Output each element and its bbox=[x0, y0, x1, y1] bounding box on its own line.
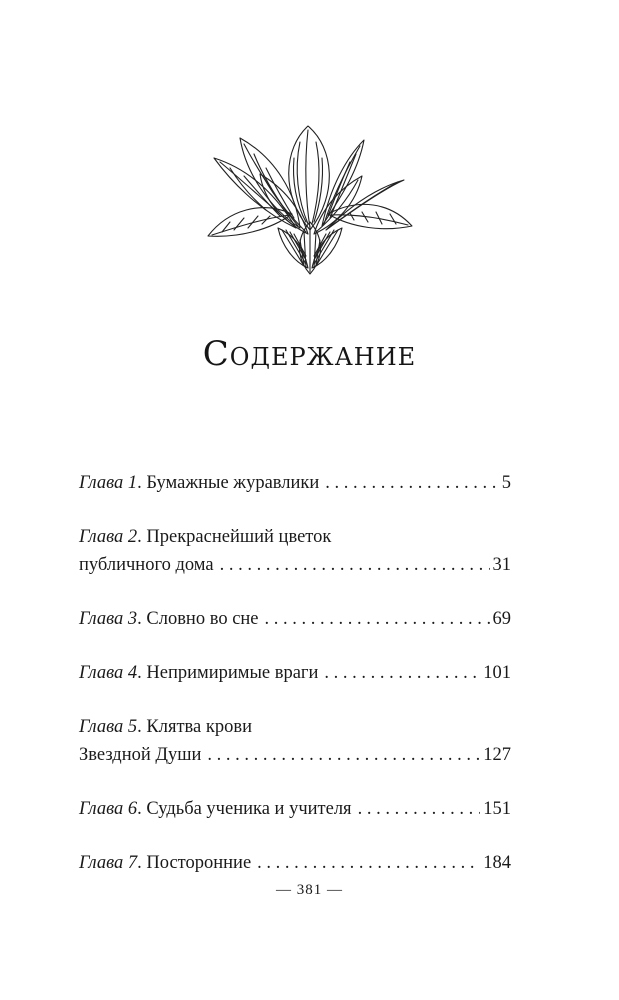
toc-line bbox=[79, 523, 511, 551]
chapter-label: Глава 6 bbox=[79, 799, 138, 819]
chapter-title: Судьба ученика и учителя bbox=[146, 799, 352, 819]
table-of-contents bbox=[79, 469, 511, 903]
chapter-title: Прекраснейший цветок bbox=[146, 527, 332, 547]
chapter-title: Посторонние bbox=[146, 853, 252, 873]
chapter-title: Непримиримые враги bbox=[146, 663, 319, 683]
chapter-heading: Глава 6. Судьба ученика и учителя bbox=[79, 799, 352, 819]
chapter-heading: Глава 3. Словно во сне bbox=[79, 609, 259, 629]
toc-line bbox=[79, 849, 511, 877]
dot-leader bbox=[220, 551, 490, 579]
toc-line bbox=[79, 605, 511, 633]
chapter-label: Глава 1 bbox=[79, 473, 138, 493]
page-number: 69 bbox=[492, 609, 511, 629]
toc-line bbox=[79, 713, 511, 741]
toc-entry-chapter-6[interactable] bbox=[79, 795, 511, 823]
page-number: 5 bbox=[501, 473, 511, 493]
toc-entry-chapter-4[interactable] bbox=[79, 659, 511, 687]
toc-line bbox=[79, 741, 511, 769]
chapter-title-continued: публичного дома bbox=[79, 555, 214, 575]
chapter-heading: Глава 2. Прекраснейший цветок bbox=[79, 527, 332, 547]
toc-entry-chapter-2[interactable] bbox=[79, 523, 511, 579]
page-number: 31 bbox=[492, 555, 511, 575]
dot-leader bbox=[358, 795, 481, 823]
dot-leader bbox=[324, 659, 480, 687]
toc-entry-chapter-5[interactable] bbox=[79, 713, 511, 769]
chapter-heading: Глава 1. Бумажные журавлики bbox=[79, 473, 320, 493]
chapter-label: Глава 5 bbox=[79, 717, 138, 737]
page-number: 127 bbox=[483, 745, 511, 765]
chapter-heading: Глава 4. Непримиримые враги bbox=[79, 663, 319, 683]
page-number: 184 bbox=[483, 853, 511, 873]
chapter-label: Глава 3 bbox=[79, 609, 138, 629]
toc-line bbox=[79, 469, 511, 497]
chapter-title: Бумажные журавлики bbox=[146, 473, 320, 493]
dot-leader bbox=[325, 469, 498, 497]
chapter-title: Клятва крови bbox=[146, 717, 252, 737]
page-title: Содержание bbox=[202, 334, 417, 374]
toc-line bbox=[79, 795, 511, 823]
lotus-flower-icon bbox=[200, 118, 420, 278]
toc-line bbox=[79, 551, 511, 579]
chapter-label: Глава 4 bbox=[79, 663, 138, 683]
toc-line bbox=[79, 659, 511, 687]
chapter-label: Глава 7 bbox=[79, 853, 138, 873]
dot-leader bbox=[265, 605, 490, 633]
toc-entry-chapter-3[interactable] bbox=[79, 605, 511, 633]
page-folio: — 381 — bbox=[276, 882, 343, 898]
chapter-title-continued: Звездной Души bbox=[79, 745, 202, 765]
dot-leader bbox=[207, 741, 480, 769]
dot-leader bbox=[257, 849, 480, 877]
chapter-heading: Глава 5. Клятва крови bbox=[79, 717, 252, 737]
chapter-title: Словно во сне bbox=[146, 609, 259, 629]
page-number: 101 bbox=[483, 663, 511, 683]
chapter-label: Глава 2 bbox=[79, 527, 138, 547]
toc-entry-chapter-1[interactable] bbox=[79, 469, 511, 497]
chapter-heading: Глава 7. Посторонние bbox=[79, 853, 252, 873]
toc-entry-chapter-7[interactable] bbox=[79, 849, 511, 877]
page-number: 151 bbox=[483, 799, 511, 819]
